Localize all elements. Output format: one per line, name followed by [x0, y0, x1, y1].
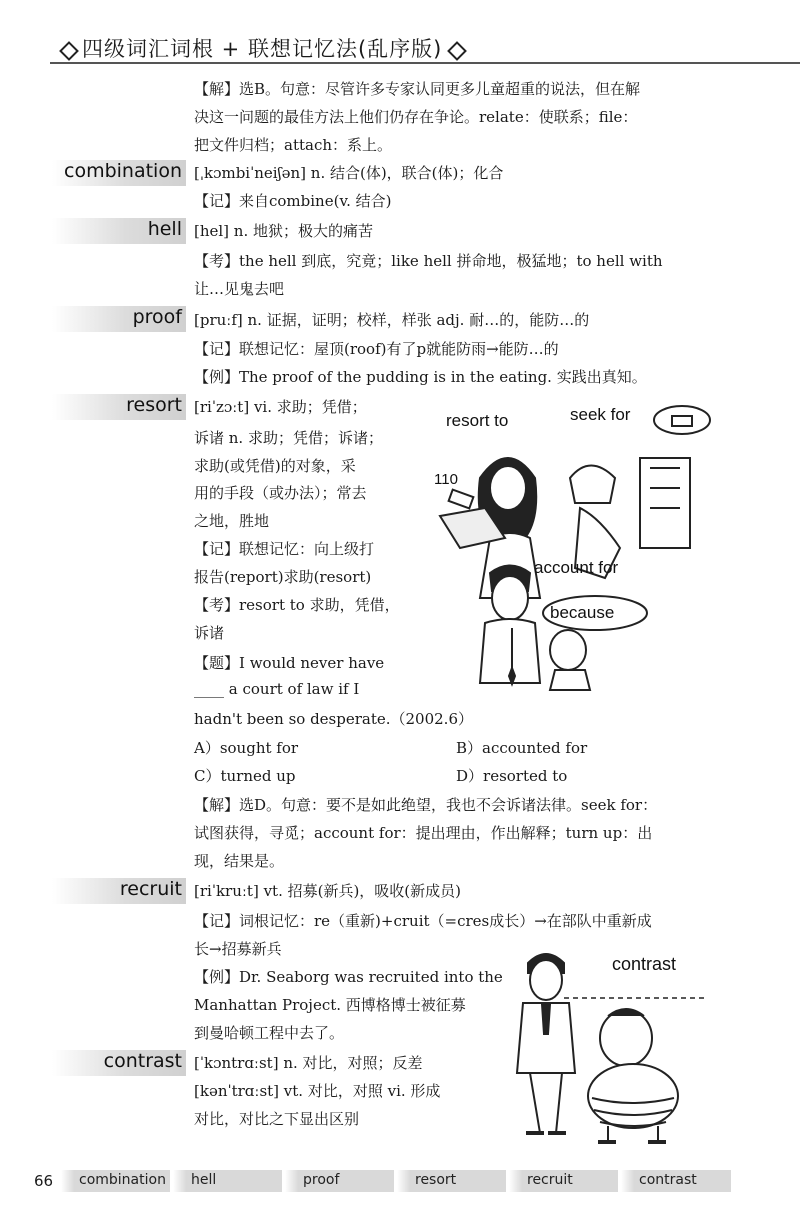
footer-tab-label: resort: [415, 1172, 457, 1188]
footer-tab-label: recruit: [527, 1172, 573, 1188]
memory-line: 长→招募新兵: [194, 940, 282, 958]
definition-line: [hel] n. 地狱；极大的痛苦: [194, 222, 374, 240]
man-searching-figure: [570, 406, 710, 578]
definition-line: [ˌkɔmbiˈneiʃən] n. 结合(体)，联合(体)；化合: [194, 164, 504, 182]
header-title-row: [54, 33, 470, 63]
footer-tab-label: contrast: [639, 1172, 697, 1188]
memory-line: 【记】来自combine(v. 结合): [194, 192, 392, 210]
question-line: hadn't been so desperate.（2002.6）: [194, 710, 473, 728]
footer-tab-hell: [170, 1170, 283, 1192]
footer-tab-proof: [282, 1170, 395, 1192]
explain-line: 把文件归档；attach：系上。: [194, 136, 393, 154]
question-line: ____ a court of law if I: [194, 680, 360, 698]
definition-line: 用的手段（或办法）；常去: [194, 484, 367, 502]
explain-line: 现，结果是。: [194, 852, 285, 870]
footer-tab-recruit: [506, 1170, 619, 1192]
definition-line: 诉诸 n. 求助；凭借；诉诸；: [194, 429, 383, 447]
option-b: B）accounted for: [456, 739, 588, 757]
explain-line: 【解】选D。句意：要不是如此绝望，我也不会诉诸法律。seek for：: [194, 796, 658, 814]
headword: recruit: [119, 878, 182, 900]
label-account-for: account for: [534, 558, 619, 577]
usage-line: 【考】the hell 到底，究竟；like hell 拼命地，极猛地；to hell with: [194, 252, 663, 270]
memory-line: 报告(report)求助(resort): [194, 568, 372, 586]
label-contrast: contrast: [612, 954, 677, 974]
headword: proof: [132, 306, 182, 328]
header-title: 四级词汇词根 + 联想记忆法(乱序版): [82, 37, 443, 61]
explain-line: 试图获得，寻觅；account for：提出理由，作出解释；turn up：出: [194, 824, 653, 842]
question-line: 【题】I would never have: [194, 654, 385, 672]
short-man-figure: [588, 1009, 678, 1142]
definition-line: [kənˈtrɑːst] vt. 对比，对照 vi. 形成: [194, 1082, 441, 1100]
label-seek-for: seek for: [570, 405, 631, 424]
footer-tab-label: hell: [191, 1172, 217, 1188]
footer-tab-label: proof: [303, 1172, 340, 1188]
option-d: D）resorted to: [456, 767, 568, 785]
headword-bar: [52, 218, 186, 244]
headword-bar: [52, 1050, 186, 1076]
footer-tab-label: combination: [79, 1172, 166, 1188]
bubble-because: because: [550, 603, 615, 622]
headword-bar: [52, 878, 186, 904]
memory-line: 【记】联想记忆：屋顶(roof)有了p就能防雨→能防…的: [194, 340, 559, 358]
definition-line: [ˈkɔntrɑːst] n. 对比，对照；反差: [194, 1054, 423, 1072]
page-footer: [0, 1170, 800, 1194]
usage-line: 诉诸: [194, 624, 225, 642]
definition-line: [riˈzɔːt] vi. 求助；凭借；: [194, 398, 367, 416]
page-header: [50, 28, 800, 64]
diamond-icon: [448, 42, 464, 58]
tall-man-figure: [517, 954, 575, 1133]
phone-number-label: 110: [434, 471, 458, 488]
example-line: Manhattan Project. 西博格博士被征募: [194, 996, 466, 1014]
label-resort-to: resort to: [446, 411, 509, 430]
definition-line: 求助(或凭借)的对象，采: [194, 457, 356, 475]
definition-line: [pruːf] n. 证据，证明；校样，样张 adj. 耐…的，能防…的: [194, 311, 590, 329]
headword: combination: [64, 160, 182, 182]
headword-bar: [52, 394, 186, 420]
option-c: C）turned up: [194, 767, 296, 785]
diamond-icon: [60, 42, 76, 58]
headword: resort: [126, 394, 182, 416]
explain-line: 决这一问题的最佳方法上他们仍存在争论。relate：使联系；file：: [194, 108, 638, 126]
explain-line: 【解】选B。句意：尽管许多专家认同更多儿童超重的说法，但在解: [194, 80, 641, 98]
example-line: 【例】Dr. Seaborg was recruited into the: [194, 968, 503, 986]
option-a: A）sought for: [194, 739, 299, 757]
definition-line: 对比，对比之下显出区别: [194, 1110, 360, 1128]
example-line: 【例】The proof of the pudding is in the eating. 实践出真知。: [194, 368, 647, 386]
headword: hell: [147, 218, 182, 240]
headword-bar: [52, 306, 186, 332]
example-line: 到曼哈顿工程中去了。: [194, 1024, 345, 1042]
teacher-child-figure: [480, 566, 647, 691]
page-number: 66: [34, 1172, 54, 1190]
definition-line: 之地，胜地: [194, 512, 270, 530]
footer-tab-combination: [58, 1170, 171, 1192]
footer-tab-contrast: [618, 1170, 731, 1192]
usage-line: 【考】resort to 求助，凭借，: [194, 596, 400, 614]
footer-tab-resort: [394, 1170, 507, 1192]
headword: contrast: [103, 1050, 182, 1072]
memory-line: 【记】词根记忆：re（重新)+cruit（=cres成长）→在部队中重新成: [194, 912, 652, 930]
contrast-illustration: [508, 938, 730, 1148]
memory-line: 【记】联想记忆：向上级打: [194, 540, 375, 558]
headword-bar: [52, 160, 186, 186]
resort-illustration: [420, 398, 720, 698]
definition-line: [riˈkruːt] vt. 招募(新兵)，吸收(新成员): [194, 882, 462, 900]
usage-line: 让…见鬼去吧: [194, 280, 285, 298]
